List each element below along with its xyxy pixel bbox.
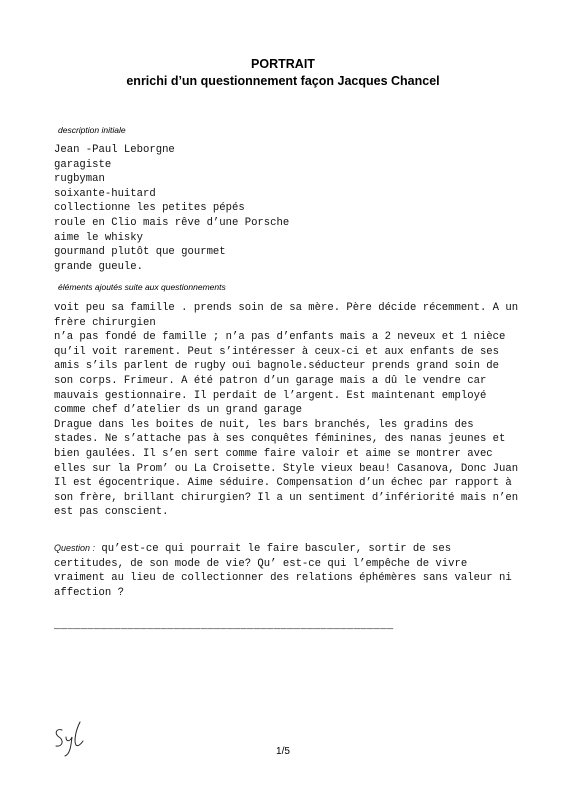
added-paragraph: voit peu sa famille . prends soin de sa mère. Père décide récemment. A un frère chirurgien (54, 302, 519, 329)
question-block (54, 541, 520, 600)
question-label: Question (54, 543, 91, 553)
added-paragraph: Drague dans les boites de nuit, les bars branchés, les gradins des stades. Ne s’attache pas à ses conquêtes féminines, des nanas jeunes et bien gaulées. Il s’en sert comme faire valoir et aime se montrer avec elles sur la Prom’ ou La Croisette. Style vieux beau! Casanova, Donc Juan (54, 418, 519, 475)
section-label-initial: description initiale (58, 125, 126, 135)
initial-description-line: rugbyman (54, 173, 105, 186)
initial-description-line: garagiste (54, 158, 112, 171)
document-title-block (0, 56, 566, 90)
initial-description-line: Jean -Paul Leborgne (54, 144, 175, 156)
initial-description-list (54, 143, 289, 274)
question-colon: : (90, 543, 96, 553)
section-label-added: éléments ajoutés suite aux questionnements (58, 282, 226, 292)
question-text: qu’est-ce qui pourrait le faire basculer, sortir de ses certitudes, de son mode de vie? Qu’ est-ce qui l’empêche de vivre vraiment au lieu de collectionner des relations éphémères sans valeur ni affection ? (54, 543, 512, 599)
initial-description-line: aime le whisky (54, 231, 144, 244)
initial-description-line: soixante-huitard (54, 187, 156, 200)
added-paragraph: n’a pas fondé de famille ; n’a pas d’enfants mais a 2 neveux et 1 nièce qu’il voit rarement. Peut s’intéresser à ceux-ci et aux enfants de ses amis s’ils parlent de rugby oui bagnole.séducteur prends grand soin de son corps. Frimeur. A été patron d’un garage mais a dû le vendre car mauvais gestionnaire. Il perdait de l’argent. Est maintenant employé comme chef d’atelier ds un grand garage (54, 331, 506, 417)
initial-description-line: gourmand plutôt que gourmet (54, 246, 226, 259)
added-elements-text (54, 301, 520, 520)
document-subtitle: enrichi d’un questionnement façon Jacques Chancel (126, 74, 440, 88)
page-number: 1/5 (276, 746, 290, 757)
document-title: PORTRAIT (251, 57, 315, 71)
initial-description-line: roule en Clio mais rêve d’une Porsche (54, 216, 290, 229)
added-paragraph: Il est égocentrique. Aime séduire. Compensation d’un échec par rapport à son frère, brillant chirurgien? Il a un sentiment d’infériorité mais n’en est pas conscient. (54, 477, 519, 519)
separator-line: ___________________________________________________ (54, 620, 394, 632)
initial-description-line: collectionne les petites pépés (54, 202, 245, 215)
initial-description-line: grande gueule. (54, 260, 144, 273)
